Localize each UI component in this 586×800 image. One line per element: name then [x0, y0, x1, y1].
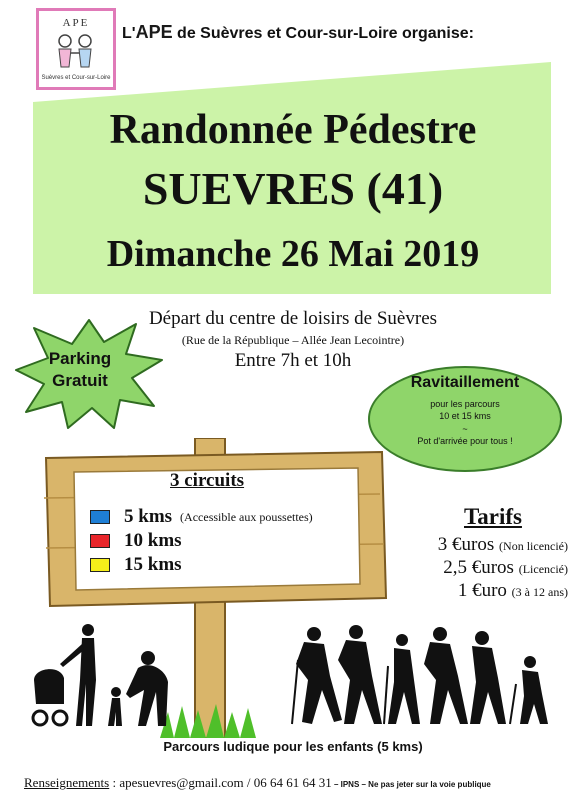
tarif-price: 1 €uro — [457, 580, 507, 601]
header-ape: APE — [135, 22, 173, 42]
refreshment-separator: ~ — [462, 424, 468, 434]
parking-line1: Parking — [48, 349, 112, 368]
hikers-silhouette-icon — [290, 620, 560, 730]
header-text: de Suèvres et Cour-sur-Loire organise: — [172, 25, 474, 42]
tarif-row — [458, 580, 568, 602]
logo-caption: Suèvres et Cour-sur-Loire — [41, 75, 111, 81]
event-date: Dimanche 26 Mai 2019 — [106, 233, 480, 275]
event-title: Randonnée Pédestre — [109, 107, 477, 153]
circuit-color-swatch-yellow — [90, 558, 110, 572]
circuits-title: 3 circuits — [170, 470, 245, 491]
parking-label — [30, 348, 130, 392]
tarif-note: (Non licencié) — [499, 539, 568, 553]
departure-hours: Entre 7h et 10h — [234, 350, 352, 371]
refreshment-line1: pour les parcours — [430, 399, 500, 409]
refreshment-line2: 10 et 15 kms — [439, 411, 491, 421]
circuit-distance: 5 kms — [124, 506, 173, 527]
tarif-row — [443, 557, 568, 579]
departure-address: (Rue de la République – Allée Jean Lecointre) — [181, 333, 405, 347]
refreshment-title: Ravitaillement — [410, 374, 520, 391]
contact-sep: : — [109, 775, 120, 790]
logo-letters: APE — [62, 17, 90, 29]
parking-line2: Gratuit — [52, 371, 108, 390]
contact-email[interactable]: apesuevres@gmail.com — [119, 775, 244, 790]
organizer-line — [122, 22, 474, 43]
circuit-distance: 15 kms — [124, 554, 182, 575]
kids-course-info: Parcours ludique pour les enfants (5 kms) — [163, 739, 423, 754]
tarifs-title: Tarifs — [464, 504, 522, 529]
tarif-price: 3 €uros — [437, 534, 495, 555]
circuit-15km — [90, 554, 182, 576]
footer-contact — [24, 775, 491, 791]
event-location: SUEVRES (41) — [142, 163, 444, 214]
circuit-color-swatch-blue — [90, 510, 110, 524]
contact-label: Renseignements — [24, 775, 110, 790]
departure-info: Départ du centre de loisirs de Suèvres — [148, 308, 438, 329]
tarif-row — [438, 534, 568, 556]
header-prefix: L' — [122, 25, 136, 42]
circuit-color-swatch-red — [90, 534, 110, 548]
contact-phone: / 06 64 61 64 31 — [243, 775, 332, 790]
family-silhouette-icon — [30, 620, 180, 730]
ipns-notice: – IPNS – Ne pas jeter sur la voie publique — [331, 780, 491, 789]
tarif-price: 2,5 €uros — [443, 557, 514, 578]
tarif-note: (Licencié) — [518, 562, 568, 576]
circuit-note: (Accessible aux poussettes) — [180, 509, 313, 524]
circuit-distance: 10 kms — [124, 530, 182, 551]
circuit-10km — [90, 530, 182, 552]
circuit-5km — [90, 506, 313, 528]
tarif-note: (3 à 12 ans) — [511, 585, 568, 599]
refreshment-line3: Pot d'arrivée pour tous ! — [417, 436, 513, 446]
